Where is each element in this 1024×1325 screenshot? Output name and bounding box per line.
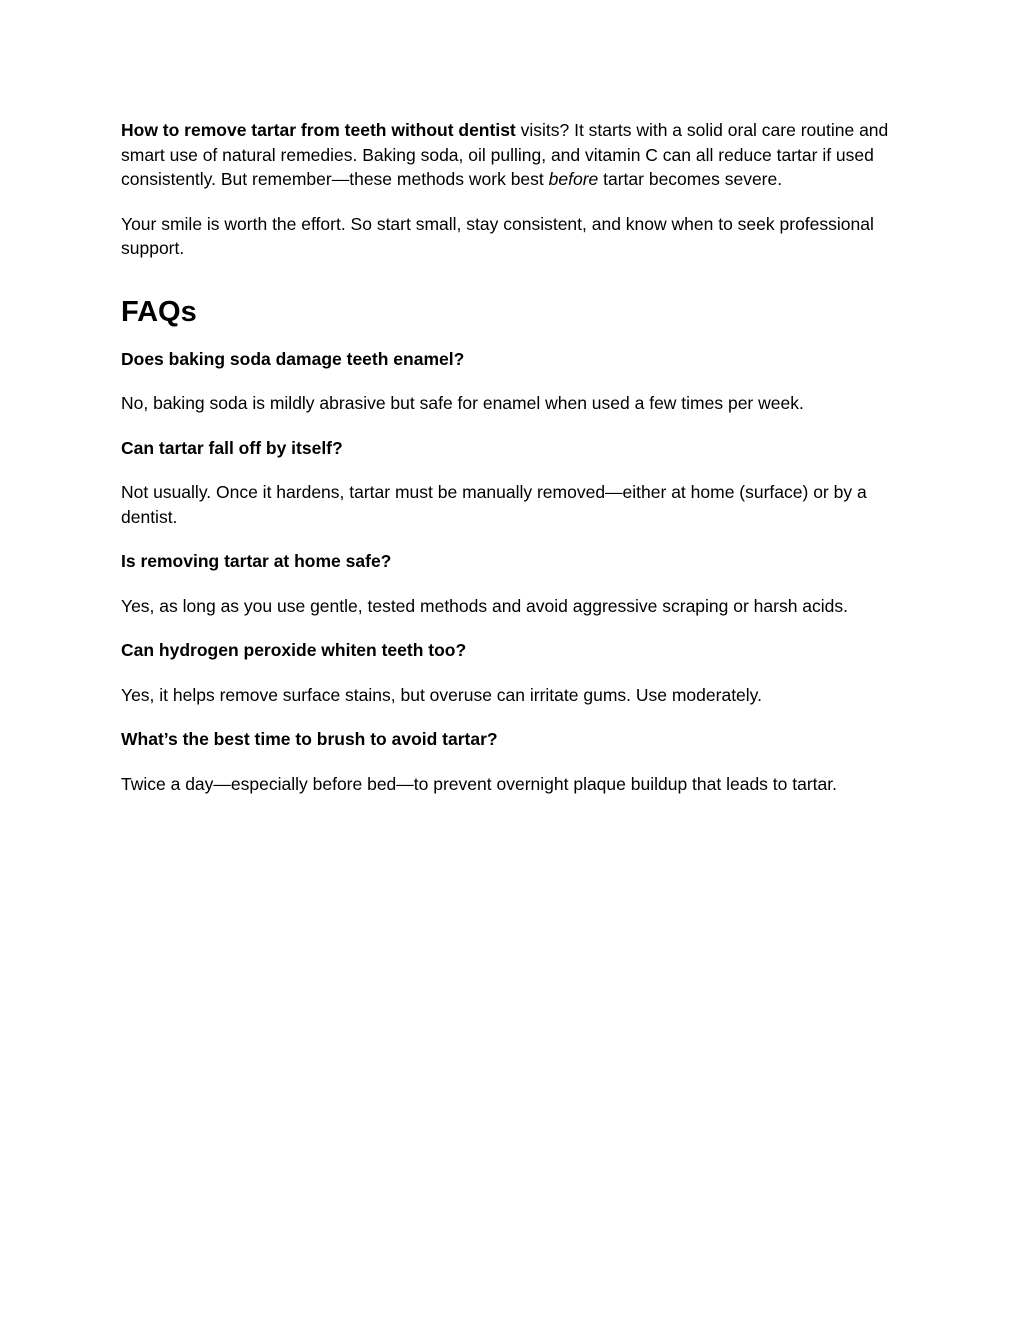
faq-item	[121, 549, 911, 618]
faq-question: Does baking soda damage teeth enamel?	[121, 348, 465, 369]
closing-paragraph: Your smile is worth the effort. So start small, stay consistent, and know when to seek professional support.	[121, 213, 874, 258]
faq-answer: Twice a day—especially before bed—to prevent overnight plaque buildup that leads to tartar.	[121, 773, 837, 794]
faq-question: Is removing tartar at home safe?	[121, 551, 392, 571]
faq-item	[121, 727, 911, 796]
faq-question: What’s the best time to brush to avoid tartar?	[121, 729, 498, 749]
intro-paragraph	[121, 118, 911, 192]
intro-text-b: tartar becomes severe.	[598, 169, 783, 189]
faq-question: Can tartar fall off by itself?	[121, 437, 343, 458]
faq-list	[121, 347, 911, 797]
intro-text-a: visits? It starts with a solid oral care routine and smart use of natural remedies. Baking soda, oil pulling, and vitamin C can all reduce tartar if used consistently. But remember—these methods work best	[121, 120, 889, 189]
faq-answer: No, baking soda is mildly abrasive but safe for enamel when used a few times per week.	[121, 393, 804, 413]
faq-item	[121, 638, 911, 707]
intro-bold-phrase: How to remove tartar from teeth without dentist	[121, 120, 516, 140]
faq-item	[121, 347, 911, 416]
faq-item	[121, 436, 911, 530]
faq-answer: Not usually. Once it hardens, tartar must be manually removed—either at home (surface) or by a dentist.	[121, 482, 867, 527]
document-page	[121, 118, 911, 796]
intro-italic-word: before	[548, 169, 599, 189]
faq-answer: Yes, as long as you use gentle, tested methods and avoid aggressive scraping or harsh acids.	[121, 595, 849, 616]
faq-heading: FAQs	[121, 295, 197, 328]
faq-answer: Yes, it helps remove surface stains, but overuse can irritate gums. Use moderately.	[121, 684, 762, 705]
faq-question: Can hydrogen peroxide whiten teeth too?	[121, 640, 467, 660]
